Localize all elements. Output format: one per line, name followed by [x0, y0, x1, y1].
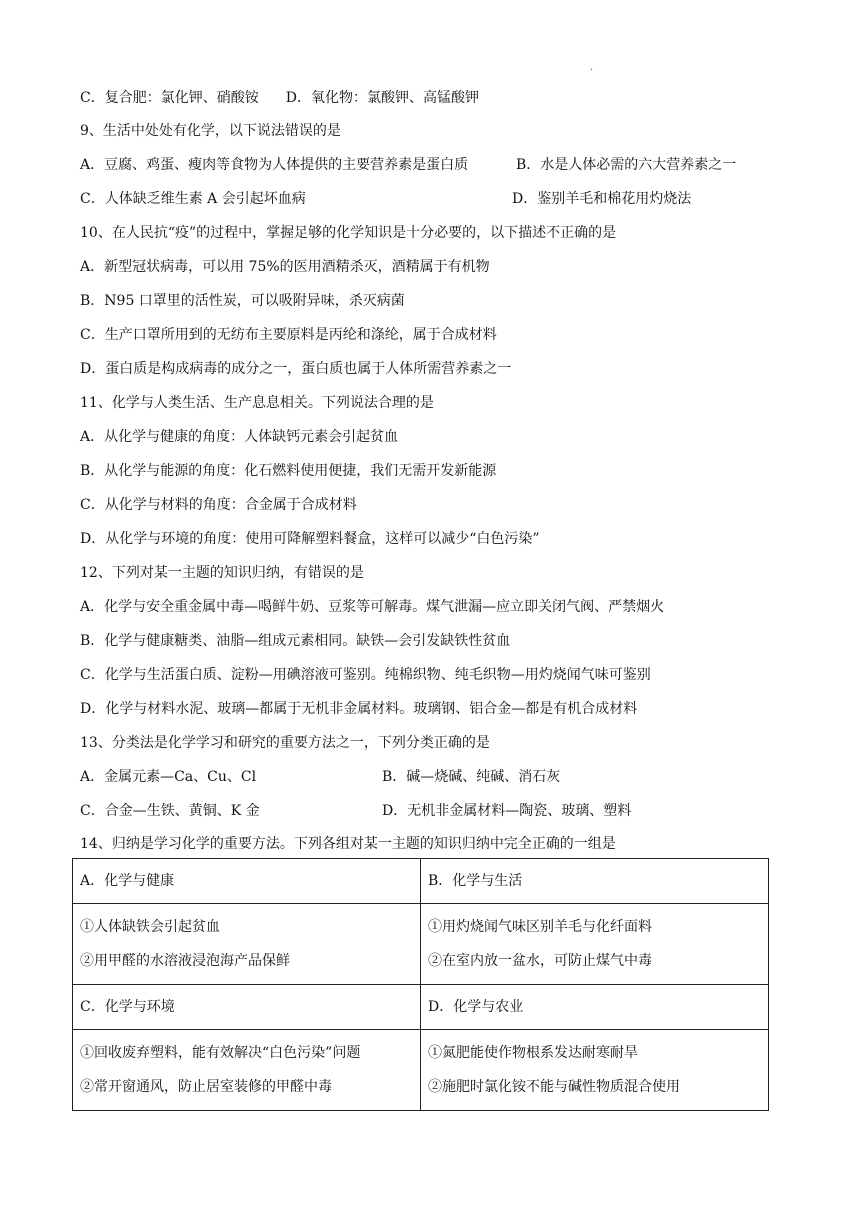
q10-option-a: A．新型冠状病毒，可以用 75%的医用酒精杀灭，酒精属于有机物 — [80, 259, 490, 275]
q11-stem: 11、化学与人类生活、生产息息相关。下列说法合理的是 — [80, 395, 434, 411]
q11-option-c: C．从化学与材料的角度：合金属于合成材料 — [80, 497, 357, 513]
q13-option-b: B．碱—烧碱、纯碱、消石灰 — [382, 769, 561, 785]
q14-c-line2: ②常开窗通风，防止居室装修的甲醛中毒 — [80, 1079, 332, 1095]
q12-option-a: A．化学与安全重金属中毒—喝鲜牛奶、豆浆等可解毒。煤气泄漏—应立即关闭气阀、严禁烟火 — [80, 599, 665, 615]
q14-knowledge-table — [72, 858, 769, 1111]
q14-c-line1: ①回收废弃塑料，能有效解决“白色污染”问题 — [80, 1045, 361, 1061]
q13-stem: 13、分类法是化学学习和研究的重要方法之一，下列分类正确的是 — [80, 735, 490, 751]
q11-option-a: A．从化学与健康的角度：人体缺钙元素会引起贫血 — [80, 429, 399, 445]
q10-option-b: B．N95 口罩里的活性炭，可以吸附异味，杀灭病菌 — [80, 293, 405, 309]
q14-cell-b-body — [421, 904, 769, 985]
q11-option-d: D．从化学与环境的角度：使用可降解塑料餐盒，这样可以减少“白色污染” — [80, 531, 540, 547]
q14-b-line1: ①用灼烧闻气味区别羊毛与化纤面料 — [428, 919, 652, 935]
q12-option-c: C．化学与生活蛋白质、淀粉—用碘溶液可鉴别。纯棉织物、纯毛织物—用灼烧闻气味可鉴别 — [80, 667, 651, 683]
q14-cell-b-head: B．化学与生活 — [421, 859, 769, 904]
q14-stem: 14、归纳是学习化学的重要方法。下列各组对某一主题的知识归纳中完全正确的一组是 — [80, 836, 616, 852]
q11-option-b: B．从化学与能源的角度：化石燃料使用便捷，我们无需开发新能源 — [80, 463, 497, 479]
q8-option-d: D．氧化物：氯酸钾、高锰酸钾 — [285, 90, 479, 106]
q9-option-a: A．豆腐、鸡蛋、瘦肉等食物为人体提供的主要营养素是蛋白质 — [80, 157, 469, 173]
q13-option-a: A．金属元素—Ca、Cu、Cl — [80, 769, 257, 785]
q14-cell-d-body — [421, 1030, 769, 1111]
q14-cell-c-head: C．化学与环境 — [73, 985, 421, 1030]
q8-option-c: C．复合肥：氯化钾、硝酸铵 — [80, 90, 259, 106]
q14-d-line2: ②施肥时氯化铵不能与碱性物质混合使用 — [428, 1079, 680, 1095]
q9-option-c: C．人体缺乏维生素 A 会引起坏血病 — [80, 191, 306, 207]
q14-cell-d-head: D．化学与农业 — [421, 985, 769, 1030]
page-dot: . — [590, 62, 594, 73]
q10-stem: 10、在人民抗“疫”的过程中，掌握足够的化学知识是十分必要的，以下描述不正确的是 — [80, 225, 617, 241]
q14-a-line2: ②用甲醛的水溶液浸泡海产品保鲜 — [80, 953, 290, 969]
q9-stem: 9、生活中处处有化学，以下说法错误的是 — [80, 123, 341, 139]
q13-option-c: C．合金—生铁、黄铜、K 金 — [80, 803, 260, 819]
q9-option-b: B．水是人体必需的六大营养素之一 — [516, 157, 737, 173]
q12-option-d: D．化学与材料水泥、玻璃—都属于无机非金属材料。玻璃钢、铝合金—都是有机合成材料 — [80, 701, 638, 717]
q14-cell-c-body — [73, 1030, 421, 1111]
q14-cell-a-head: A．化学与健康 — [73, 859, 421, 904]
q9-option-d: D．鉴别羊毛和棉花用灼烧法 — [512, 191, 692, 207]
q8-options-row — [80, 88, 479, 108]
q14-d-line1: ①氮肥能使作物根系发达耐寒耐旱 — [428, 1045, 638, 1061]
q10-option-c: C．生产口罩所用到的无纺布主要原料是丙纶和涤纶，属于合成材料 — [80, 327, 497, 343]
q12-option-b: B．化学与健康糖类、油脂—组成元素相同。缺铁—会引发缺铁性贫血 — [80, 633, 511, 649]
q12-stem: 12、下列对某一主题的知识归纳，有错误的是 — [80, 565, 364, 581]
q13-option-d: D．无机非金属材料—陶瓷、玻璃、塑料 — [382, 803, 632, 819]
q10-option-d: D．蛋白质是构成病毒的成分之一，蛋白质也属于人体所需营养素之一 — [80, 361, 512, 377]
q14-a-line1: ①人体缺铁会引起贫血 — [80, 919, 220, 935]
q14-b-line2: ②在室内放一盆水，可防止煤气中毒 — [428, 953, 652, 969]
q14-cell-a-body — [73, 904, 421, 985]
